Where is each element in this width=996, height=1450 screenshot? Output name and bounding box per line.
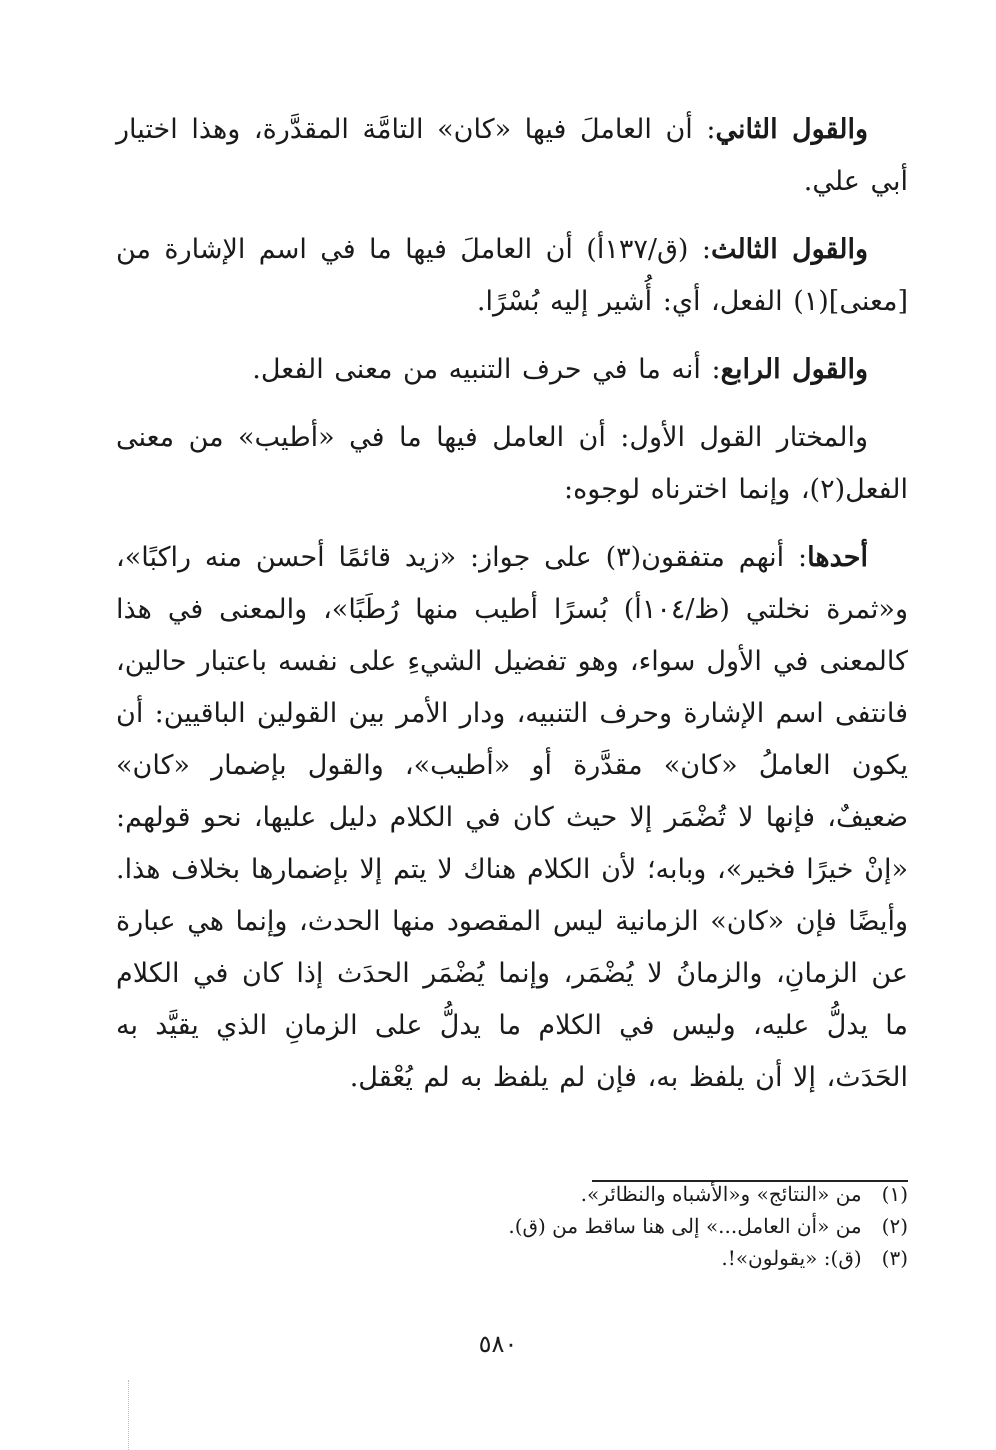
page-number: ٥٨٠ [478, 1330, 518, 1358]
paragraph-text: : (ق/١٣٧أ) أن العاملَ فيها ما في اسم الإشارة من [معنى](١) الفعل، أي: أُشير إليه بُسْرًا. [116, 234, 908, 317]
footnote [116, 1242, 908, 1274]
paragraph-lead: أحدها [807, 542, 868, 573]
scan-margin-dots [128, 1380, 129, 1450]
footnote-number: (٢) [881, 1214, 908, 1238]
footnote [116, 1210, 908, 1242]
paragraph-text: والمختار القول الأول: أن العامل فيها ما في «أطيب» من معنى الفعل(٢)، وإنما اخترناه لوجوه: [116, 422, 908, 505]
footnote-text: من «أن العامل...» إلى هنا ساقط من (ق). [508, 1214, 862, 1238]
main-text [116, 104, 908, 1120]
paragraph-lead: والقول الثالث [710, 234, 868, 265]
footnote-number: (٣) [881, 1246, 908, 1270]
footnote [116, 1178, 908, 1210]
footnote-text: من «النتائج» و«الأشباه والنظائر». [580, 1182, 862, 1206]
paragraph-text: : أنهم متفقون(٣) على جواز: «زيد قائمًا أحسن منه راكبًا»، و«ثمرة نخلتي (ظ/١٠٤أ) بُسرًا أطيب منها رُطَبًا»، والمعنى في هذا كالمعنى في الأول سواء، وهو تفضيل الشيءِ على نفسه باعتبار حالين، فانتفى اسم الإشارة وحرف التنبيه، ودار الأمر بين القولين الباقيين: أن يكون العاملُ «كان» مقدَّرة أو «أطيب»، والقول بإضمار «كان» ضعيفٌ، فإنها لا تُضْمَر إلا حيث كان في الكلام دليل عليها، نحو قولهم: «إنْ خيرًا فخير»، وبابه؛ لأن الكلام هناك لا يتم إلا بإضمارها بخلاف هذا. وأيضًا فإن «كان» الزمانية ليس المقصود منها الحدث، وإنما هي عبارة عن الزمانِ، والزمانُ لا يُضْمَر، وإنما يُضْمَر الحدَث إذا كان في الكلام ما يدلُّ عليه، وليس في الكلام ما يدلُّ على الزمانِ الذي يقيَّد به الحَدَث، إلا أن يلفظ به، فإن لم يلفظ به لم يُعْقل. [116, 542, 908, 1093]
paragraph-lead: والقول الثاني [715, 114, 868, 145]
paragraph-lead: والقول الرابع [720, 354, 868, 385]
paragraph [116, 344, 908, 396]
paragraph-text: : أنه ما في حرف التنبيه من معنى الفعل. [252, 354, 721, 385]
footnotes [116, 1178, 908, 1274]
paragraph [116, 412, 908, 516]
paragraph [116, 104, 908, 208]
footnote-number: (١) [881, 1182, 908, 1206]
paragraph [116, 532, 908, 1104]
paragraph [116, 224, 908, 328]
paragraph-text: : أن العاملَ فيها «كان» التامَّة المقدَّرة، وهذا اختيار أبي علي. [116, 114, 908, 197]
footnote-text: (ق): «يقولون»!. [721, 1246, 862, 1270]
